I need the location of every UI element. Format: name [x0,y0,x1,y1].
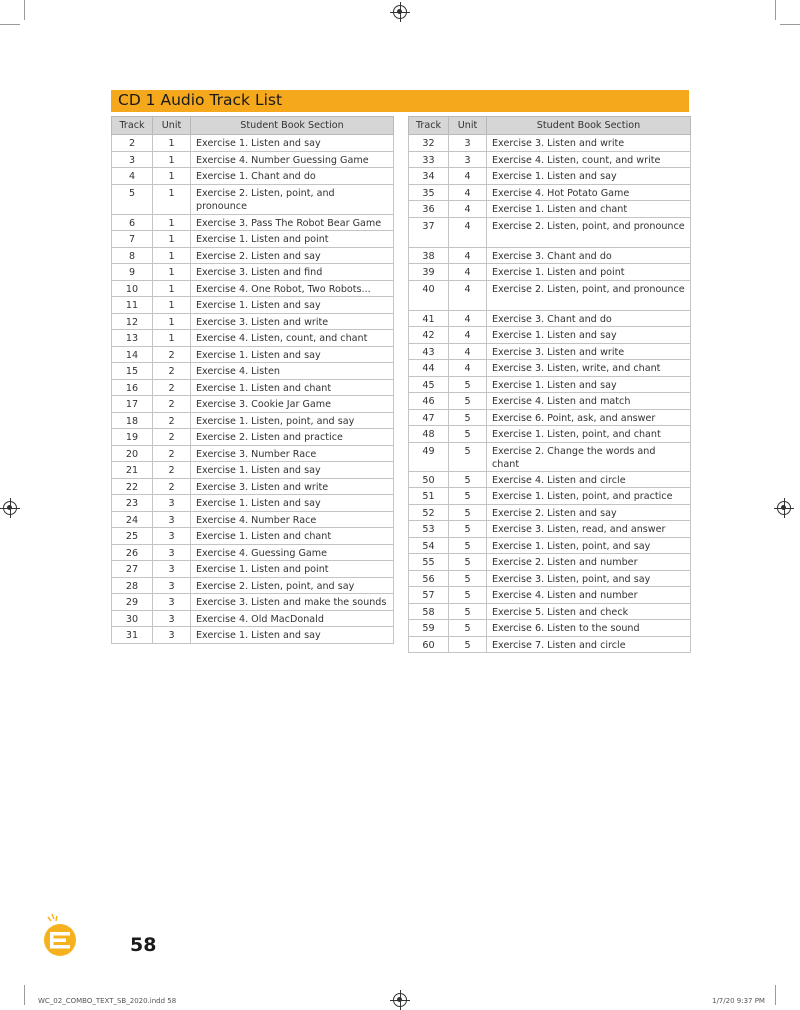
table-row [112,330,394,347]
section-cell: Exercise 3. Chant and do [487,247,691,264]
unit-cell: 5 [449,636,487,653]
crop-mark [780,24,800,25]
track-cell: 15 [112,363,153,380]
track-table-left [111,116,394,644]
track-cell: 20 [112,445,153,462]
track-cell: 10 [112,280,153,297]
table-row [112,462,394,479]
track-cell: 33 [409,151,449,168]
track-cell: 14 [112,346,153,363]
unit-cell: 4 [449,343,487,360]
registration-mark-icon [777,501,791,515]
track-cell: 31 [112,627,153,644]
unit-cell: 5 [449,603,487,620]
title-bar [111,90,689,112]
table-row [409,151,691,168]
track-cell: 12 [112,313,153,330]
section-cell: Exercise 3. Listen, read, and answer [487,521,691,538]
table-row [409,217,691,247]
section-cell: Exercise 4. Listen and match [487,393,691,410]
track-cell: 47 [409,409,449,426]
unit-cell: 3 [153,627,191,644]
table-row [112,429,394,446]
section-cell: Exercise 2. Listen and say [191,247,394,264]
table-row [112,561,394,578]
track-cell: 49 [409,442,449,471]
table-row [409,570,691,587]
section-cell: Exercise 3. Cookie Jar Game [191,396,394,413]
section-cell: Exercise 2. Listen, point, and pronounce [487,217,691,247]
crop-mark [0,24,20,25]
unit-cell: 2 [153,478,191,495]
column-header-track: Track [409,117,449,135]
table-row [409,280,691,310]
track-cell: 29 [112,594,153,611]
unit-cell: 1 [153,313,191,330]
track-cell: 42 [409,327,449,344]
track-cell: 24 [112,511,153,528]
table-row [112,412,394,429]
table-row [112,346,394,363]
track-cell: 35 [409,184,449,201]
track-cell: 58 [409,603,449,620]
unit-cell: 5 [449,409,487,426]
table-row [409,264,691,281]
section-cell: Exercise 4. Guessing Game [191,544,394,561]
unit-cell: 4 [449,247,487,264]
unit-cell: 5 [449,587,487,604]
table-row [409,521,691,538]
section-cell: Exercise 1. Listen and say [191,627,394,644]
table-row [112,363,394,380]
section-cell: Exercise 4. Listen [191,363,394,380]
section-cell: Exercise 1. Listen and say [191,462,394,479]
track-cell: 34 [409,168,449,185]
unit-cell: 2 [153,462,191,479]
column-header-unit: Unit [449,117,487,135]
section-cell: Exercise 3. Listen, write, and chant [487,360,691,377]
section-cell: Exercise 1. Chant and do [191,168,394,185]
unit-cell: 3 [153,511,191,528]
section-cell: Exercise 1. Listen and say [191,135,394,152]
table-row [409,488,691,505]
track-cell: 41 [409,310,449,327]
track-cell: 43 [409,343,449,360]
unit-cell: 3 [449,151,487,168]
section-cell: Exercise 1. Listen, point, and chant [487,426,691,443]
section-cell: Exercise 3. Listen and write [191,313,394,330]
unit-cell: 1 [153,264,191,281]
section-cell: Exercise 3. Listen and write [191,478,394,495]
track-cell: 2 [112,135,153,152]
track-cell: 50 [409,471,449,488]
section-cell: Exercise 1. Listen and chant [487,201,691,218]
section-cell: Exercise 1. Listen and point [487,264,691,281]
column-header-section: Student Book Section [191,117,394,135]
table-row [112,528,394,545]
section-cell: Exercise 7. Listen and circle [487,636,691,653]
unit-cell: 5 [449,570,487,587]
table-row [409,201,691,218]
unit-cell: 5 [449,442,487,471]
track-cell: 3 [112,151,153,168]
unit-cell: 5 [449,426,487,443]
unit-cell: 3 [153,594,191,611]
section-cell: Exercise 1. Listen and say [191,495,394,512]
track-cell: 4 [112,168,153,185]
section-cell: Exercise 4. Old MacDonald [191,610,394,627]
table-row [409,587,691,604]
unit-cell: 3 [153,544,191,561]
registration-mark-icon [393,5,407,19]
table-row [112,495,394,512]
track-cell: 40 [409,280,449,310]
section-cell: Exercise 1. Listen and say [487,376,691,393]
unit-cell: 4 [449,360,487,377]
track-cell: 51 [409,488,449,505]
table-row [409,360,691,377]
table-row [409,620,691,637]
section-cell: Exercise 5. Listen and check [487,603,691,620]
table-row [409,393,691,410]
section-cell: Exercise 2. Listen, point, and say [191,577,394,594]
track-cell: 45 [409,376,449,393]
unit-cell: 1 [153,151,191,168]
crop-mark [775,0,776,20]
track-cell: 39 [409,264,449,281]
section-cell: Exercise 4. Listen, count, and write [487,151,691,168]
crop-mark [775,985,776,1005]
track-cell: 13 [112,330,153,347]
unit-cell: 5 [449,521,487,538]
track-cell: 60 [409,636,449,653]
table-row [112,297,394,314]
track-cell: 18 [112,412,153,429]
table-row [409,184,691,201]
section-cell: Exercise 1. Listen, point, and say [487,537,691,554]
table-row [112,544,394,561]
section-cell: Exercise 4. Listen, count, and chant [191,330,394,347]
section-cell: Exercise 4. Listen and number [487,587,691,604]
unit-cell: 4 [449,327,487,344]
section-cell: Exercise 3. Listen and write [487,135,691,152]
track-cell: 44 [409,360,449,377]
unit-cell: 5 [449,504,487,521]
unit-cell: 3 [153,495,191,512]
track-cell: 26 [112,544,153,561]
section-cell: Exercise 3. Chant and do [487,310,691,327]
table-row [409,442,691,471]
section-cell: Exercise 3. Pass The Robot Bear Game [191,214,394,231]
track-cell: 6 [112,214,153,231]
table-row [409,135,691,152]
table-row [112,214,394,231]
unit-cell: 3 [153,561,191,578]
section-cell: Exercise 6. Point, ask, and answer [487,409,691,426]
table-row [112,627,394,644]
section-cell: Exercise 4. Listen and circle [487,471,691,488]
section-cell: Exercise 3. Listen, point, and say [487,570,691,587]
registration-mark-icon [3,501,17,515]
track-cell: 25 [112,528,153,545]
unit-cell: 1 [153,297,191,314]
slug-right: 1/7/20 9:37 PM [712,997,765,1005]
unit-cell: 4 [449,264,487,281]
unit-cell: 5 [449,376,487,393]
section-cell: Exercise 2. Listen and say [487,504,691,521]
section-cell: Exercise 4. Number Guessing Game [191,151,394,168]
table-row [409,603,691,620]
track-cell: 21 [112,462,153,479]
table-header-row [409,117,691,135]
track-cell: 57 [409,587,449,604]
table-row [112,511,394,528]
unit-cell: 1 [153,168,191,185]
section-cell: Exercise 2. Listen, point, and pronounce [487,280,691,310]
section-cell: Exercise 4. One Robot, Two Robots... [191,280,394,297]
unit-cell: 5 [449,471,487,488]
track-cell: 16 [112,379,153,396]
unit-cell: 5 [449,488,487,505]
unit-cell: 3 [449,135,487,152]
column-header-unit: Unit [153,117,191,135]
section-cell: Exercise 1. Listen and point [191,231,394,248]
table-row [112,396,394,413]
unit-cell: 2 [153,396,191,413]
track-cell: 54 [409,537,449,554]
table-row [112,168,394,185]
unit-cell: 2 [153,346,191,363]
track-cell: 32 [409,135,449,152]
table-row [409,504,691,521]
section-cell: Exercise 1. Listen and chant [191,379,394,396]
section-cell: Exercise 1. Listen, point, and say [191,412,394,429]
table-row [409,537,691,554]
unit-cell: 5 [449,537,487,554]
track-cell: 23 [112,495,153,512]
table-row [409,636,691,653]
table-row [112,445,394,462]
track-cell: 55 [409,554,449,571]
unit-cell: 1 [153,330,191,347]
section-cell: Exercise 1. Listen and say [487,327,691,344]
unit-cell: 3 [153,528,191,545]
unit-cell: 5 [449,393,487,410]
table-row [409,426,691,443]
track-cell: 38 [409,247,449,264]
unit-cell: 2 [153,379,191,396]
unit-cell: 1 [153,231,191,248]
table-row [112,610,394,627]
section-cell: Exercise 1. Listen and say [191,297,394,314]
section-cell: Exercise 2. Listen and number [487,554,691,571]
track-cell: 7 [112,231,153,248]
unit-cell: 5 [449,620,487,637]
track-cell: 53 [409,521,449,538]
table-row [112,379,394,396]
table-row [409,327,691,344]
unit-cell: 4 [449,310,487,327]
column-header-section: Student Book Section [487,117,691,135]
track-cell: 46 [409,393,449,410]
table-row [409,168,691,185]
table-row [112,135,394,152]
unit-cell: 2 [153,429,191,446]
column-header-track: Track [112,117,153,135]
section-cell: Exercise 4. Hot Potato Game [487,184,691,201]
section-cell: Exercise 1. Listen and point [191,561,394,578]
page-title: CD 1 Audio Track List [118,91,283,109]
table-row [409,471,691,488]
unit-cell: 2 [153,412,191,429]
track-cell: 5 [112,184,153,214]
table-row [112,151,394,168]
slug-left: WC_02_COMBO_TEXT_SB_2020.indd 58 [38,997,177,1005]
track-cell: 30 [112,610,153,627]
track-cell: 19 [112,429,153,446]
track-cell: 28 [112,577,153,594]
unit-cell: 4 [449,217,487,247]
table-row [112,577,394,594]
track-cell: 48 [409,426,449,443]
table-row [112,184,394,214]
section-cell: Exercise 3. Listen and make the sounds [191,594,394,611]
table-row [409,409,691,426]
unit-cell: 1 [153,214,191,231]
section-cell: Exercise 6. Listen to the sound [487,620,691,637]
table-row [112,231,394,248]
track-cell: 8 [112,247,153,264]
table-row [409,310,691,327]
track-cell: 52 [409,504,449,521]
table-row [112,594,394,611]
unit-cell: 2 [153,445,191,462]
table-row [409,343,691,360]
track-cell: 59 [409,620,449,637]
page-number: 58 [130,934,157,956]
section-cell: Exercise 2. Listen, point, and pronounce [191,184,394,214]
section-cell: Exercise 2. Change the words and chant [487,442,691,471]
section-cell: Exercise 1. Listen and say [191,346,394,363]
unit-cell: 4 [449,168,487,185]
unit-cell: 4 [449,280,487,310]
track-cell: 9 [112,264,153,281]
section-cell: Exercise 1. Listen and say [487,168,691,185]
unit-cell: 2 [153,363,191,380]
table-row [112,264,394,281]
table-row [112,280,394,297]
track-cell: 36 [409,201,449,218]
section-cell: Exercise 4. Number Race [191,511,394,528]
table-row [409,554,691,571]
track-table-right [408,116,691,653]
unit-cell: 5 [449,554,487,571]
unit-cell: 3 [153,610,191,627]
crop-mark [24,0,25,20]
unit-cell: 1 [153,247,191,264]
section-cell: Exercise 3. Listen and write [487,343,691,360]
unit-cell: 1 [153,280,191,297]
unit-cell: 3 [153,577,191,594]
table-row [112,478,394,495]
track-cell: 22 [112,478,153,495]
table-header-row [112,117,394,135]
table-row [112,247,394,264]
section-cell: Exercise 3. Number Race [191,445,394,462]
section-cell: Exercise 1. Listen and chant [191,528,394,545]
unit-cell: 1 [153,135,191,152]
crop-mark [24,985,25,1005]
table-row [409,247,691,264]
table-row [112,313,394,330]
brand-logo-icon [40,912,80,960]
track-cell: 56 [409,570,449,587]
section-cell: Exercise 3. Listen and find [191,264,394,281]
section-cell: Exercise 2. Listen and practice [191,429,394,446]
track-cell: 17 [112,396,153,413]
track-cell: 27 [112,561,153,578]
unit-cell: 4 [449,184,487,201]
unit-cell: 1 [153,184,191,214]
track-cell: 37 [409,217,449,247]
section-cell: Exercise 1. Listen, point, and practice [487,488,691,505]
table-row [409,376,691,393]
track-cell: 11 [112,297,153,314]
unit-cell: 4 [449,201,487,218]
